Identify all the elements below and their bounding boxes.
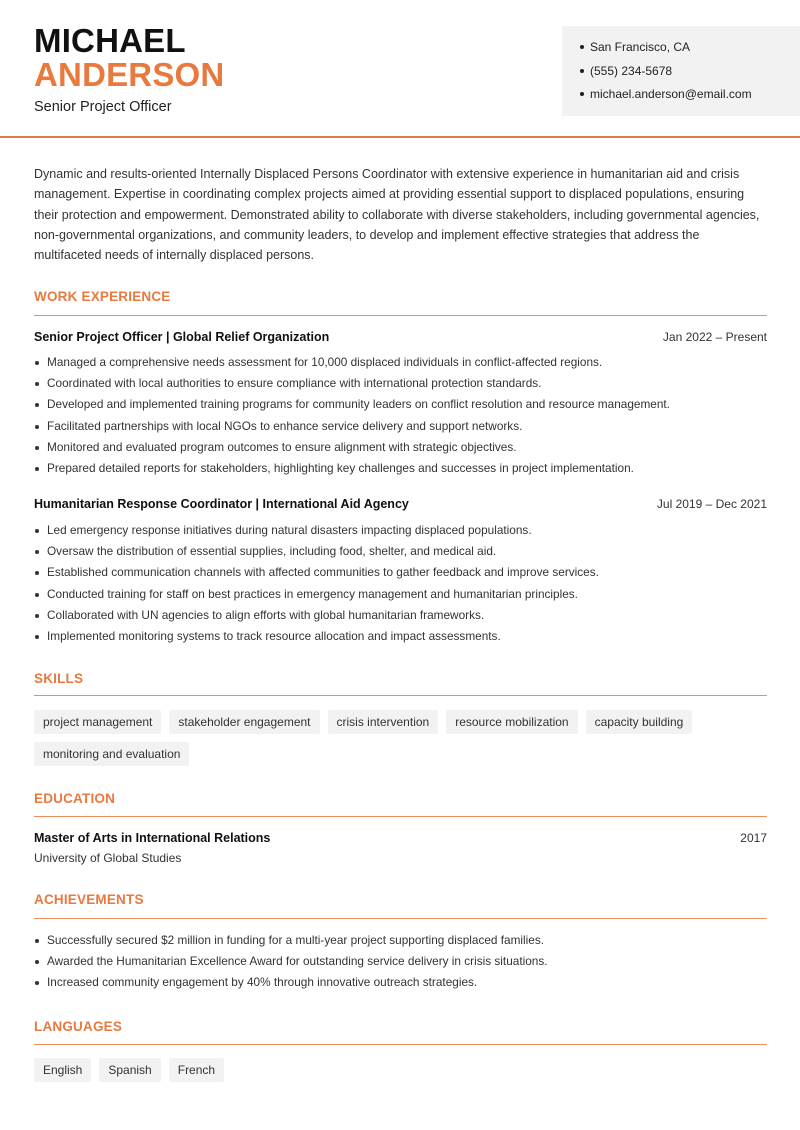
achievements-list [34, 930, 767, 994]
contact-list [562, 26, 800, 109]
languages-list [34, 1058, 767, 1082]
section-divider [34, 918, 767, 919]
contact-location: San Francisco, CA [580, 38, 800, 62]
list-item: Increased community engagement by 40% through innovative outreach strategies. [34, 972, 767, 993]
skill-chip: capacity building [586, 710, 693, 734]
skill-chip: crisis intervention [328, 710, 439, 734]
job-title: Senior Project Officer [34, 99, 172, 115]
job-bullets [34, 352, 767, 479]
contact-email: michael.anderson@email.com [580, 85, 800, 109]
list-item: Led emergency response initiatives during natural disasters impacting displaced populations. [34, 520, 767, 541]
resume-header [0, 0, 800, 138]
skill-chip: monitoring and evaluation [34, 742, 189, 766]
list-item: Implemented monitoring systems to track resource allocation and impact assessments. [34, 626, 767, 647]
job-bullets [34, 520, 767, 647]
section-divider [34, 695, 767, 696]
list-item: Developed and implemented training programs for community leaders on conflict resolution and resource management. [34, 394, 767, 415]
list-item: Collaborated with UN agencies to align efforts with global humanitarian frameworks. [34, 605, 767, 626]
contact-box [562, 26, 800, 116]
skill-chip: resource mobilization [446, 710, 577, 734]
skills-list [34, 710, 767, 766]
list-item: Managed a comprehensive needs assessment for 10,000 displaced individuals in conflict-affected regions. [34, 352, 767, 373]
first-name: MICHAEL [34, 22, 186, 59]
section-divider [34, 816, 767, 817]
last-name: ANDERSON [34, 56, 225, 93]
list-item: Oversaw the distribution of essential supplies, including food, shelter, and medical aid. [34, 541, 767, 562]
education-year: 2017 [740, 831, 767, 845]
education-degree: Master of Arts in International Relations [34, 831, 271, 845]
list-item: Conducted training for staff on best practices in emergency management and humanitarian principles. [34, 584, 767, 605]
list-item: Coordinated with local authorities to ensure compliance with international protection standards. [34, 373, 767, 394]
list-item: Awarded the Humanitarian Excellence Award for outstanding service delivery in crisis situations. [34, 951, 767, 972]
section-title-languages: LANGUAGES [34, 1019, 123, 1034]
skill-chip: project management [34, 710, 161, 734]
contact-phone: (555) 234-5678 [580, 62, 800, 86]
list-item: Monitored and evaluated program outcomes to ensure alignment with strategic objectives. [34, 437, 767, 458]
job-dates: Jan 2022 – Present [662, 330, 767, 344]
job-header [34, 497, 767, 511]
education-school: University of Global Studies [34, 851, 182, 865]
section-title-education: EDUCATION [34, 791, 116, 806]
section-title-skills: SKILLS [34, 671, 84, 686]
job-header [34, 330, 767, 344]
section-divider [34, 1044, 767, 1045]
list-item: Successfully secured $2 million in funding for a multi-year project supporting displaced families. [34, 930, 767, 951]
section-title-work-experience: WORK EXPERIENCE [34, 289, 171, 304]
job-role: Humanitarian Response Coordinator | International Aid Agency [34, 497, 409, 511]
section-title-achievements: ACHIEVEMENTS [34, 892, 144, 907]
list-item: Facilitated partnerships with local NGOs to enhance service delivery and support networks. [34, 416, 767, 437]
list-item: Prepared detailed reports for stakeholders, highlighting key challenges and successes in project implementation. [34, 458, 767, 479]
job-role: Senior Project Officer | Global Relief Organization [34, 330, 330, 344]
job-dates: Jul 2019 – Dec 2021 [656, 497, 767, 511]
skill-chip: stakeholder engagement [169, 710, 319, 734]
language-chip: English [34, 1058, 91, 1082]
language-chip: French [169, 1058, 224, 1082]
language-chip: Spanish [99, 1058, 160, 1082]
section-divider [34, 315, 767, 316]
list-item: Established communication channels with affected communities to gather feedback and improve services. [34, 562, 767, 583]
professional-summary: Dynamic and results-oriented Internally Displaced Persons Coordinator with extensive experience in humanitarian aid and crisis management. Expertise in coordinating complex projects aimed at providing essential support to displaced populations, ensuring their protection and empowerment. Demonstrated ability to collaborate with diverse stakeholders, including governmental agencies, non-governmental organizations, and community leaders, to develop and implement effective strategies that address the multifaceted needs of internally displaced persons. [34, 167, 760, 263]
